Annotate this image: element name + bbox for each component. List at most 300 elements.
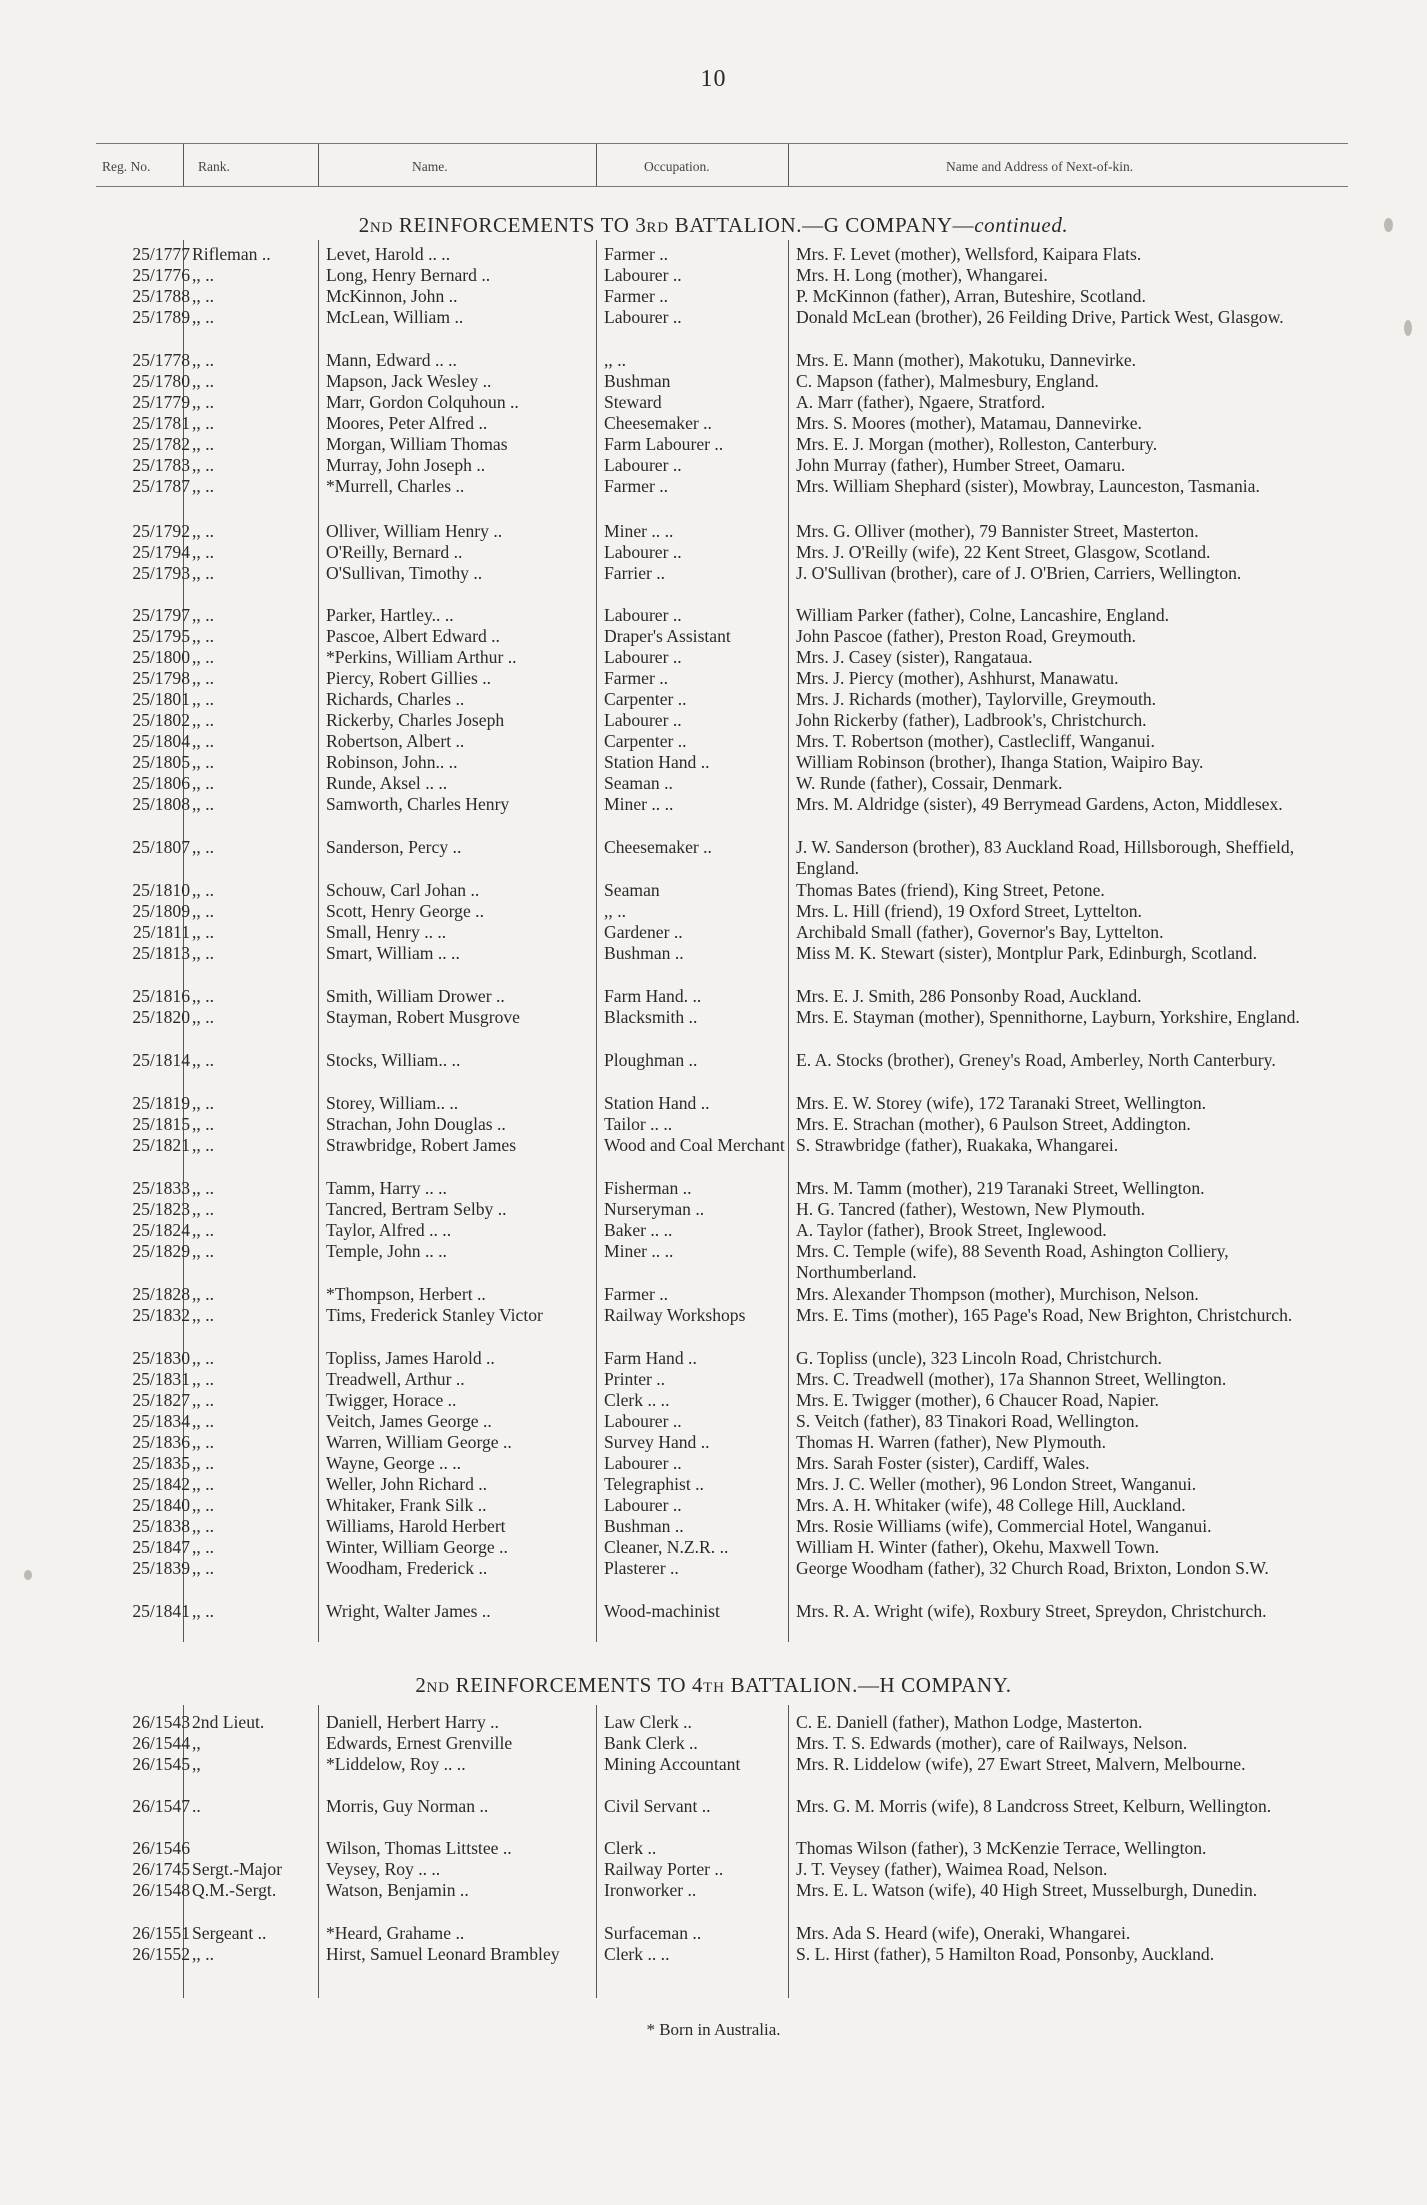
name-cell: Watson, Benjamin ..: [326, 1880, 469, 1900]
rank-cell: ,, ..: [192, 668, 214, 688]
rank-cell: ,, ..: [192, 626, 214, 646]
rank-cell: ,, ..: [192, 880, 214, 900]
name-cell: Strachan, John Douglas ..: [326, 1114, 506, 1134]
rank-cell: ,, ..: [192, 1537, 214, 1557]
reg-no-cell: 25/1804: [132, 731, 190, 751]
next-of-kin-cell: Mrs. E. Tims (mother), 165 Page's Road, New Brighton, Christchurch.: [796, 1305, 1293, 1325]
name-cell: Strawbridge, Robert James: [326, 1135, 517, 1155]
next-of-kin-cell: Thomas Wilson (father), 3 McKenzie Terrace, Wellington.: [796, 1838, 1207, 1858]
next-of-kin-cell: G. Topliss (uncle), 323 Lincoln Road, Christchurch.: [796, 1348, 1162, 1368]
reg-no-cell: 25/1836: [132, 1432, 190, 1452]
name-cell: Tims, Frederick Stanley Victor: [326, 1305, 543, 1325]
next-of-kin-cell: Mrs. J. O'Reilly (wife), 22 Kent Street, Glasgow, Scotland.: [796, 542, 1211, 562]
reg-no-cell: 25/1833: [132, 1178, 190, 1198]
occupation-cell: Railway Workshops: [604, 1305, 746, 1325]
name-cell: Edwards, Ernest Grenville: [326, 1733, 513, 1753]
col-reg-no: Reg. No.: [102, 159, 151, 174]
reg-no-cell: 25/1778: [132, 350, 190, 370]
next-of-kin-cell: Thomas H. Warren (father), New Plymouth.: [796, 1432, 1106, 1452]
name-cell: Piercy, Robert Gillies ..: [326, 668, 491, 688]
next-of-kin-cell: Mrs. G. M. Morris (wife), 8 Landcross Street, Kelburn, Wellington.: [796, 1796, 1272, 1816]
name-cell: *Liddelow, Roy .. ..: [326, 1754, 466, 1774]
rank-cell: ,, ..: [192, 286, 214, 306]
name-cell: Wright, Walter James ..: [326, 1601, 491, 1621]
rank-cell: ,, ..: [192, 1516, 214, 1536]
rank-cell: ,, ..: [192, 392, 214, 412]
occupation-cell: Tailor .. ..: [604, 1114, 673, 1134]
rank-cell: ,, ..: [192, 710, 214, 730]
next-of-kin-cell: Mrs. Ada S. Heard (wife), Oneraki, Whangarei.: [796, 1923, 1131, 1943]
name-cell: *Perkins, William Arthur ..: [326, 647, 517, 667]
rank-cell: Q.M.-Sergt.: [192, 1880, 277, 1900]
next-of-kin-cell: Mrs. Alexander Thompson (mother), Murchison, Nelson.: [796, 1284, 1199, 1304]
name-cell: Twigger, Horace ..: [326, 1390, 457, 1410]
stain: [1384, 218, 1393, 232]
reg-no-cell: 25/1794: [132, 542, 190, 562]
reg-no-cell: 25/1830: [132, 1348, 190, 1368]
rank-cell: ,, ..: [192, 1050, 214, 1070]
name-cell: *Thompson, Herbert ..: [326, 1284, 486, 1304]
rank-cell: ,, ..: [192, 922, 214, 942]
name-cell: Mann, Edward .. ..: [326, 350, 457, 370]
occupation-cell: Station Hand ..: [604, 1093, 710, 1113]
rank-cell: ,, ..: [192, 371, 214, 391]
reg-no-cell: 26/1547: [132, 1796, 190, 1816]
occupation-cell: Blacksmith ..: [604, 1007, 698, 1027]
occupation-cell: Labourer ..: [604, 455, 682, 475]
name-cell: Mapson, Jack Wesley ..: [326, 371, 492, 391]
reg-no-cell: 25/1838: [132, 1516, 190, 1536]
section-title-part: ND: [426, 1680, 450, 1696]
column-rule: [596, 240, 597, 1642]
name-cell: *Heard, Grahame ..: [326, 1923, 465, 1943]
next-of-kin-cell: Mrs. E. Mann (mother), Makotuku, Dannevirke.: [796, 350, 1137, 370]
name-cell: O'Reilly, Bernard ..: [326, 542, 463, 562]
occupation-cell: Labourer ..: [604, 605, 682, 625]
next-of-kin-cell: Thomas Bates (friend), King Street, Petone.: [796, 880, 1105, 900]
rank-cell: ,, ..: [192, 1453, 214, 1473]
next-of-kin-cell: A. Marr (father), Ngaere, Stratford.: [796, 392, 1046, 412]
reg-no-cell: 25/1781: [132, 413, 190, 433]
next-of-kin-cell: Donald McLean (brother), 26 Feilding Drive, Partick West, Glasgow.: [796, 307, 1284, 327]
next-of-kin-cell: Mrs. F. Levet (mother), Wellsford, Kaipara Flats.: [796, 244, 1142, 264]
reg-no-cell: 25/1789: [132, 307, 190, 327]
occupation-cell: Farm Labourer ..: [604, 434, 724, 454]
rank-cell: ,, ..: [192, 1348, 214, 1368]
rank-cell: ,, ..: [192, 1432, 214, 1452]
name-cell: Treadwell, Arthur ..: [326, 1369, 465, 1389]
name-cell: Long, Henry Bernard ..: [326, 265, 491, 285]
reg-no-cell: 26/1546: [132, 1838, 190, 1858]
reg-no-cell: 25/1811: [132, 922, 190, 942]
occupation-cell: Bushman: [604, 371, 671, 391]
name-cell: Warren, William George ..: [326, 1432, 512, 1452]
rank-cell: Rifleman ..: [192, 244, 271, 264]
occupation-cell: Seaman: [604, 880, 660, 900]
rank-cell: ,, ..: [192, 413, 214, 433]
reg-no-cell: 26/1545: [132, 1754, 190, 1774]
name-cell: Taylor, Alfred .. ..: [326, 1220, 452, 1240]
col-next-of-kin: Name and Address of Next-of-kin.: [946, 159, 1134, 174]
rank-cell: ,, ..: [192, 521, 214, 541]
rank-cell: ,, ..: [192, 986, 214, 1006]
occupation-cell: Baker .. ..: [604, 1220, 673, 1240]
occupation-cell: Labourer ..: [604, 710, 682, 730]
next-of-kin-cell: H. G. Tancred (father), Westown, New Plymouth.: [796, 1199, 1145, 1219]
reg-no-cell: 26/1544: [132, 1733, 190, 1753]
occupation-cell: Farrier ..: [604, 563, 666, 583]
reg-no-cell: 25/1807: [132, 837, 190, 857]
name-cell: Robinson, John.. ..: [326, 752, 458, 772]
occupation-cell: Gardener ..: [604, 922, 683, 942]
table-header: [96, 143, 1348, 187]
occupation-cell: Labourer ..: [604, 1495, 682, 1515]
occupation-cell: Draper's Assistant: [604, 626, 731, 646]
name-cell: Parker, Hartley.. ..: [326, 605, 454, 625]
next-of-kin-cell: Mrs. E. W. Storey (wife), 172 Taranaki Street, Wellington.: [796, 1093, 1207, 1113]
occupation-cell: Farm Hand. ..: [604, 986, 702, 1006]
name-cell: McLean, William ..: [326, 307, 464, 327]
reg-no-cell: 25/1777: [132, 244, 190, 264]
occupation-cell: Farm Hand ..: [604, 1348, 697, 1368]
reg-no-cell: 25/1840: [132, 1495, 190, 1515]
occupation-cell: Labourer ..: [604, 265, 682, 285]
reg-no-cell: 25/1832: [132, 1305, 190, 1325]
reg-no-cell: 25/1827: [132, 1390, 190, 1410]
reg-no-cell: 25/1788: [132, 286, 190, 306]
occupation-cell: Bank Clerk ..: [604, 1733, 698, 1753]
reg-no-cell: 26/1551: [132, 1923, 190, 1943]
reg-no-cell: 25/1793: [132, 563, 190, 583]
rank-cell: ,,: [192, 1733, 201, 1753]
occupation-cell: Survey Hand ..: [604, 1432, 710, 1452]
next-of-kin-cell: Mrs. T. S. Edwards (mother), care of Railways, Nelson.: [796, 1733, 1188, 1753]
section-title-part: 2: [358, 213, 370, 237]
reg-no-cell: 25/1797: [132, 605, 190, 625]
reg-no-cell: 25/1835: [132, 1453, 190, 1473]
rank-cell: ,, ..: [192, 1558, 214, 1578]
stain: [24, 1570, 32, 1580]
occupation-cell: Cheesemaker ..: [604, 837, 712, 857]
name-cell: McKinnon, John ..: [326, 286, 458, 306]
name-cell: Scott, Henry George ..: [326, 901, 484, 921]
next-of-kin-cell: Mrs. T. Robertson (mother), Castlecliff, Wanganui.: [796, 731, 1155, 751]
reg-no-cell: 25/1820: [132, 1007, 190, 1027]
next-of-kin-cell: Mrs. J. Casey (sister), Rangataua.: [796, 647, 1033, 667]
name-cell: Smart, William .. ..: [326, 943, 460, 963]
section-title-part: ND: [369, 220, 394, 236]
occupation-cell: Labourer ..: [604, 1453, 682, 1473]
name-cell: Veitch, James George ..: [326, 1411, 492, 1431]
name-cell: Marr, Gordon Colquhoun ..: [326, 392, 519, 412]
name-cell: Wilson, Thomas Littstee ..: [326, 1838, 512, 1858]
occupation-cell: Labourer ..: [604, 1411, 682, 1431]
occupation-cell: ,, ..: [604, 901, 626, 921]
section-title-part: 2: [415, 1673, 427, 1697]
occupation-cell: Carpenter ..: [604, 731, 687, 751]
next-of-kin-cell: Mrs. E. Strachan (mother), 6 Paulson Street, Addington.: [796, 1114, 1191, 1134]
name-cell: Pascoe, Albert Edward ..: [326, 626, 500, 646]
name-cell: Rickerby, Charles Joseph: [326, 710, 505, 730]
reg-no-cell: 25/1824: [132, 1220, 190, 1240]
name-cell: Tancred, Bertram Selby ..: [326, 1199, 507, 1219]
next-of-kin-cell: John Murray (father), Humber Street, Oamaru.: [796, 455, 1126, 475]
occupation-cell: Law Clerk ..: [604, 1712, 692, 1732]
next-of-kin-cell: Mrs. R. Liddelow (wife), 27 Ewart Street, Malvern, Melbourne.: [796, 1754, 1246, 1774]
next-of-kin-cell: E. A. Stocks (brother), Greney's Road, Amberley, North Canterbury.: [796, 1050, 1276, 1070]
rank-cell: ,, ..: [192, 265, 214, 285]
section-title-part: REINFORCEMENTS TO 4: [449, 1673, 704, 1697]
next-of-kin-cell: Mrs. M. Aldridge (sister), 49 Berrymead Gardens, Acton, Middlesex.: [796, 794, 1283, 814]
rank-cell: ,, ..: [192, 647, 214, 667]
next-of-kin-cell: J. T. Veysey (father), Waimea Road, Nelson.: [796, 1859, 1108, 1879]
occupation-cell: Station Hand ..: [604, 752, 710, 772]
next-of-kin-cell: S. L. Hirst (father), 5 Hamilton Road, Ponsonby, Auckland.: [796, 1944, 1215, 1964]
name-cell: Small, Henry .. ..: [326, 922, 447, 942]
reg-no-cell: 25/1782: [132, 434, 190, 454]
next-of-kin-cell: Mrs. S. Moores (mother), Matamau, Dannevirke.: [796, 413, 1142, 433]
occupation-cell: Farmer ..: [604, 244, 669, 264]
next-of-kin-cell: Mrs. C. Temple (wife), 88 Seventh Road, Ashington Colliery, Northumberland.: [796, 1241, 1229, 1282]
occupation-cell: Printer ..: [604, 1369, 666, 1389]
name-cell: Smith, William Drower ..: [326, 986, 505, 1006]
reg-no-cell: 26/1548: [132, 1880, 190, 1900]
occupation-cell: Labourer ..: [604, 307, 682, 327]
occupation-cell: Civil Servant ..: [604, 1796, 711, 1816]
reg-no-cell: 25/1829: [132, 1241, 190, 1261]
rank-cell: ,, ..: [192, 1178, 214, 1198]
next-of-kin-cell: Mrs. E. J. Smith, 286 Ponsonby Road, Auckland.: [796, 986, 1142, 1006]
rank-cell: ,, ..: [192, 1944, 214, 1964]
rank-cell: ,, ..: [192, 1495, 214, 1515]
occupation-cell: Cleaner, N.Z.R. ..: [604, 1537, 729, 1557]
next-of-kin-cell: Mrs. J. C. Weller (mother), 96 London Street, Wanganui.: [796, 1474, 1197, 1494]
next-of-kin-cell: Mrs. E. Twigger (mother), 6 Chaucer Road, Napier.: [796, 1390, 1159, 1410]
occupation-cell: Farmer ..: [604, 1284, 669, 1304]
reg-no-cell: 26/1543: [132, 1712, 190, 1732]
col-rank: Rank.: [198, 159, 230, 174]
reg-no-cell: 25/1787: [132, 476, 190, 496]
occupation-cell: Carpenter ..: [604, 689, 687, 709]
reg-no-cell: 25/1813: [132, 943, 190, 963]
name-cell: Moores, Peter Alfred ..: [326, 413, 488, 433]
occupation-cell: Ploughman ..: [604, 1050, 698, 1070]
name-cell: Levet, Harold .. ..: [326, 244, 451, 264]
name-cell: Stayman, Robert Musgrove: [326, 1007, 520, 1027]
section-title-part: REINFORCEMENTS TO 3: [393, 213, 647, 237]
next-of-kin-cell: C. E. Daniell (father), Mathon Lodge, Masterton.: [796, 1712, 1143, 1732]
rank-cell: Sergeant ..: [192, 1923, 267, 1943]
name-cell: Runde, Aksel .. ..: [326, 773, 448, 793]
next-of-kin-cell: Mrs. M. Tamm (mother), 219 Taranaki Street, Wellington.: [796, 1178, 1205, 1198]
reg-no-cell: 25/1809: [132, 901, 190, 921]
reg-no-cell: 25/1841: [132, 1601, 190, 1621]
name-cell: Murray, John Joseph ..: [326, 455, 486, 475]
name-cell: Samworth, Charles Henry: [326, 794, 510, 814]
rank-cell: 2nd Lieut.: [192, 1712, 265, 1732]
stain: [1404, 320, 1412, 336]
occupation-cell: Clerk .. ..: [604, 1944, 670, 1964]
occupation-cell: Clerk ..: [604, 1838, 657, 1858]
name-cell: Richards, Charles ..: [326, 689, 465, 709]
rank-cell: ,, ..: [192, 837, 214, 857]
next-of-kin-cell: Mrs. Sarah Foster (sister), Cardiff, Wales.: [796, 1453, 1090, 1473]
name-cell: Veysey, Roy .. ..: [326, 1859, 441, 1879]
name-cell: Sanderson, Percy ..: [326, 837, 462, 857]
occupation-cell: Miner .. ..: [604, 521, 674, 541]
reg-no-cell: 25/1847: [132, 1537, 190, 1557]
rank-cell: ,, ..: [192, 1199, 214, 1219]
rank-cell: ,, ..: [192, 1241, 214, 1261]
reg-no-cell: 25/1819: [132, 1093, 190, 1113]
next-of-kin-cell: C. Mapson (father), Malmesbury, England.: [796, 371, 1099, 391]
section-title: [0, 213, 1427, 238]
rank-cell: ,, ..: [192, 689, 214, 709]
next-of-kin-cell: John Rickerby (father), Ladbrook's, Christchurch.: [796, 710, 1147, 730]
reg-no-cell: 25/1800: [132, 647, 190, 667]
occupation-cell: ,, ..: [604, 350, 626, 370]
rank-cell: ,, ..: [192, 476, 214, 496]
rank-cell: ,, ..: [192, 731, 214, 751]
reg-no-cell: 25/1810: [132, 880, 190, 900]
name-cell: *Murrell, Charles ..: [326, 476, 465, 496]
reg-no-cell: 25/1792: [132, 521, 190, 541]
occupation-cell: Ironworker ..: [604, 1880, 697, 1900]
reg-no-cell: 25/1814: [132, 1050, 190, 1070]
next-of-kin-cell: Mrs. J. Richards (mother), Taylorville, Greymouth.: [796, 689, 1157, 709]
reg-no-cell: 25/1779: [132, 392, 190, 412]
next-of-kin-cell: Mrs. Rosie Williams (wife), Commercial Hotel, Wanganui.: [796, 1516, 1212, 1536]
next-of-kin-cell: George Woodham (father), 32 Church Road, Brixton, London S.W.: [796, 1558, 1269, 1578]
reg-no-cell: 25/1801: [132, 689, 190, 709]
rank-cell: ..: [192, 1796, 201, 1816]
name-cell: Weller, John Richard ..: [326, 1474, 488, 1494]
name-cell: Morris, Guy Norman ..: [326, 1796, 489, 1816]
occupation-cell: Nurseryman ..: [604, 1199, 705, 1219]
name-cell: O'Sullivan, Timothy ..: [326, 563, 483, 583]
reg-no-cell: 25/1821: [132, 1135, 190, 1155]
occupation-cell: Bushman ..: [604, 1516, 684, 1536]
occupation-cell: Railway Porter ..: [604, 1859, 724, 1879]
rank-cell: ,, ..: [192, 943, 214, 963]
reg-no-cell: 25/1831: [132, 1369, 190, 1389]
column-rule: [318, 1705, 319, 1998]
name-cell: Daniell, Herbert Harry ..: [326, 1712, 499, 1732]
section-title-part: TH: [703, 1680, 725, 1696]
occupation-cell: Telegraphist ..: [604, 1474, 704, 1494]
occupation-cell: Steward: [604, 392, 662, 412]
rank-cell: ,, ..: [192, 605, 214, 625]
occupation-cell: Clerk .. ..: [604, 1390, 670, 1410]
reg-no-cell: 25/1828: [132, 1284, 190, 1304]
name-cell: Topliss, James Harold ..: [326, 1348, 495, 1368]
col-name: Name.: [412, 159, 448, 174]
reg-no-cell: 26/1745: [132, 1859, 190, 1879]
next-of-kin-cell: J. W. Sanderson (brother), 83 Auckland Road, Hillsborough, Sheffield, England.: [796, 837, 1295, 878]
rank-cell: ,, ..: [192, 1390, 214, 1410]
next-of-kin-cell: John Pascoe (father), Preston Road, Greymouth.: [796, 626, 1137, 646]
next-of-kin-cell: Mrs. E. L. Watson (wife), 40 High Street, Musselburgh, Dunedin.: [796, 1880, 1258, 1900]
reg-no-cell: 25/1776: [132, 265, 190, 285]
reg-no-cell: 25/1823: [132, 1199, 190, 1219]
next-of-kin-cell: Mrs. L. Hill (friend), 19 Oxford Street, Lyttelton.: [796, 901, 1142, 921]
rank-cell: ,, ..: [192, 1369, 214, 1389]
rank-cell: ,, ..: [192, 1007, 214, 1027]
occupation-cell: Miner .. ..: [604, 794, 674, 814]
reg-no-cell: 25/1798: [132, 668, 190, 688]
occupation-cell: Farmer ..: [604, 668, 669, 688]
reg-no-cell: 25/1816: [132, 986, 190, 1006]
name-cell: Wayne, George .. ..: [326, 1453, 462, 1473]
rank-cell: ,, ..: [192, 773, 214, 793]
next-of-kin-cell: S. Strawbridge (father), Ruakaka, Whangarei.: [796, 1135, 1119, 1155]
name-cell: Whitaker, Frank Silk ..: [326, 1495, 487, 1515]
reg-no-cell: 25/1815: [132, 1114, 190, 1134]
reg-no-cell: 25/1808: [132, 794, 190, 814]
next-of-kin-cell: Mrs. G. Olliver (mother), 79 Bannister Street, Masterton.: [796, 521, 1199, 541]
occupation-cell: Cheesemaker ..: [604, 413, 712, 433]
rank-cell: ,, ..: [192, 1474, 214, 1494]
rank-cell: ,, ..: [192, 1135, 214, 1155]
next-of-kin-cell: Archibald Small (father), Governor's Bay, Lyttelton.: [796, 922, 1164, 942]
reg-no-cell: 25/1802: [132, 710, 190, 730]
rank-cell: ,, ..: [192, 1093, 214, 1113]
next-of-kin-cell: W. Runde (father), Cossair, Denmark.: [796, 773, 1063, 793]
occupation-cell: Mining Accountant: [604, 1754, 741, 1774]
next-of-kin-cell: William Parker (father), Colne, Lancashire, England.: [796, 605, 1170, 625]
rank-cell: ,, ..: [192, 455, 214, 475]
reg-no-cell: 25/1795: [132, 626, 190, 646]
reg-no-cell: 25/1806: [132, 773, 190, 793]
rank-cell: ,, ..: [192, 542, 214, 562]
occupation-cell: Labourer ..: [604, 542, 682, 562]
reg-no-cell: 25/1805: [132, 752, 190, 772]
rank-cell: ,, ..: [192, 307, 214, 327]
reg-no-cell: 25/1780: [132, 371, 190, 391]
name-cell: Temple, John .. ..: [326, 1241, 447, 1261]
rank-cell: ,, ..: [192, 794, 214, 814]
rank-cell: ,, ..: [192, 1411, 214, 1431]
footnote: * Born in Australia.: [646, 2020, 781, 2039]
occupation-cell: Plasterer ..: [604, 1558, 679, 1578]
next-of-kin-cell: P. McKinnon (father), Arran, Buteshire, Scotland.: [796, 286, 1146, 306]
occupation-cell: Fisherman ..: [604, 1178, 692, 1198]
next-of-kin-cell: A. Taylor (father), Brook Street, Inglewood.: [796, 1220, 1107, 1240]
section-title-part: BATTALION.—H COMPANY.: [724, 1673, 1012, 1697]
occupation-cell: Farmer ..: [604, 476, 669, 496]
occupation-cell: Wood and Coal Merchant: [604, 1135, 785, 1155]
col-occupation: Occupation.: [644, 159, 710, 174]
reg-no-cell: 26/1552: [132, 1944, 190, 1964]
name-cell: Winter, William George ..: [326, 1537, 508, 1557]
rank-cell: ,, ..: [192, 752, 214, 772]
next-of-kin-cell: William Robinson (brother), Ihanga Station, Waipiro Bay.: [796, 752, 1204, 772]
rank-cell: ,,: [192, 1754, 201, 1774]
column-rule: [318, 240, 319, 1642]
section-title-part: RD: [646, 220, 669, 236]
name-cell: Williams, Harold Herbert: [326, 1516, 506, 1536]
occupation-cell: Miner .. ..: [604, 1241, 674, 1261]
occupation-cell: Farmer ..: [604, 286, 669, 306]
name-cell: Hirst, Samuel Leonard Brambley: [326, 1944, 560, 1964]
occupation-cell: Surfaceman ..: [604, 1923, 702, 1943]
next-of-kin-cell: J. O'Sullivan (brother), care of J. O'Brien, Carriers, Wellington.: [796, 563, 1242, 583]
rank-cell: ,, ..: [192, 1114, 214, 1134]
name-cell: Robertson, Albert ..: [326, 731, 465, 751]
next-of-kin-cell: Mrs. A. H. Whitaker (wife), 48 College Hill, Auckland.: [796, 1495, 1186, 1515]
occupation-cell: Wood-machinist: [604, 1601, 720, 1621]
next-of-kin-cell: William H. Winter (father), Okehu, Maxwell Town.: [796, 1537, 1160, 1557]
